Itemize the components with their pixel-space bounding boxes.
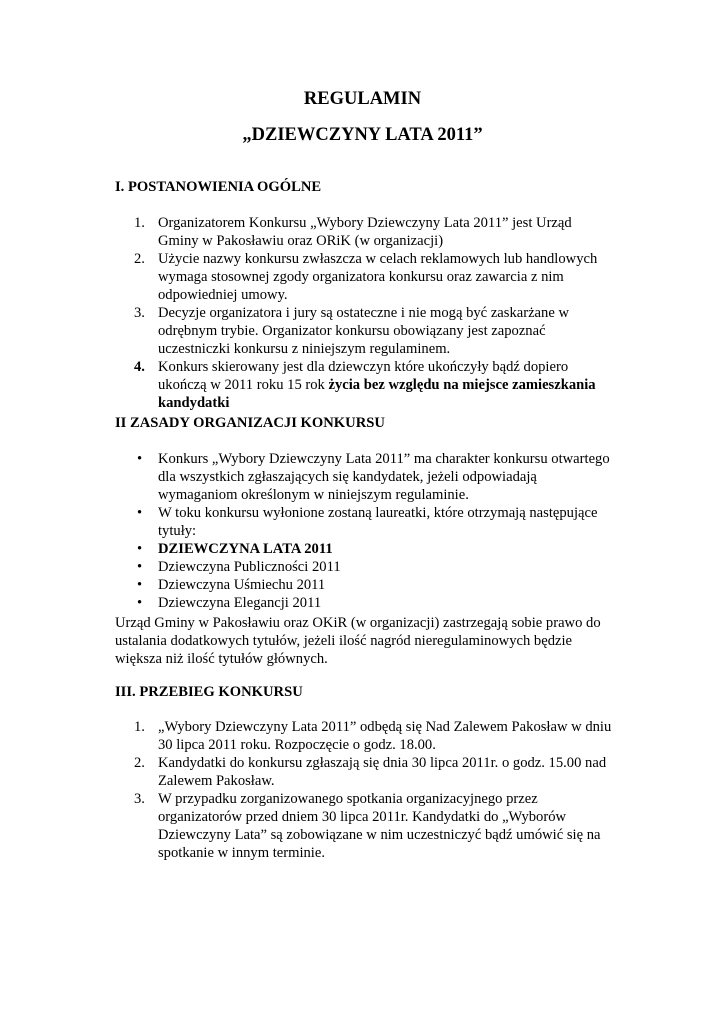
bullet-icon: • xyxy=(137,505,143,521)
section-2-heading: II ZASADY ORGANIZACJI KONKURSU xyxy=(115,415,385,431)
item-number: 3. xyxy=(134,305,145,321)
bullet-icon: • xyxy=(137,595,143,611)
list-item xyxy=(115,558,615,576)
bullet-icon: • xyxy=(137,451,143,467)
item-text: Dziewczyna Elegancji 2011 xyxy=(158,595,322,611)
item-text: Konkurs „Wybory Dziewczyny Lata 2011” ma charakter konkursu otwartego dla wszystkich zgłaszających się kandydatek, jeżeli odpowiadają wymaganiom określonym w niniejszym regulaminie. xyxy=(158,451,610,503)
item-text: Decyzje organizatora i jury są ostateczne i nie mogą być zaskarżane w odrębnym trybie. Organizator konkursu obowiązany jest zapoznać uczestniczki konkursu z niniejszym regulaminem. xyxy=(158,305,569,357)
list-item xyxy=(115,594,615,612)
item-number: 3. xyxy=(134,791,145,807)
list-item xyxy=(115,504,615,540)
list-item xyxy=(115,450,615,504)
bullet-icon: • xyxy=(137,577,143,593)
item-text: Dziewczyna Uśmiechu 2011 xyxy=(158,577,326,593)
list-item xyxy=(115,250,615,304)
item-text: Dziewczyna Publiczności 2011 xyxy=(158,559,341,575)
item-text: Użycie nazwy konkursu zwłaszcza w celach reklamowych lub handlowych wymaga stosownej zgody organizatora konkursu oraz zawarcia z nim odpowiedniej umowy. xyxy=(158,251,598,303)
item-number: 2. xyxy=(134,755,145,771)
item-number: 4. xyxy=(134,359,145,375)
section-1-list xyxy=(115,214,615,412)
item-text: „Wybory Dziewczyny Lata 2011” odbędą się Nad Zalewem Pakosław w dniu 30 lipca 2011 roku. Rozpoczęcie o godz. 18.00. xyxy=(158,719,612,753)
item-number: 1. xyxy=(134,215,145,231)
bullet-icon: • xyxy=(137,541,143,557)
list-item xyxy=(115,790,615,862)
item-number: 1. xyxy=(134,719,145,735)
item-text: W toku konkursu wyłonione zostaną laureatki, które otrzymają następujące tytuły: xyxy=(158,505,598,539)
bullet-icon: • xyxy=(137,559,143,575)
document-title: REGULAMIN xyxy=(303,89,422,109)
list-item xyxy=(115,754,615,790)
item-text: DZIEWCZYNA LATA 2011 xyxy=(158,541,333,557)
list-item xyxy=(115,304,615,358)
list-item xyxy=(115,358,615,412)
item-text-bold: życia bez względu na miejsce zamieszkania kandydatki xyxy=(158,377,596,411)
item-number: 2. xyxy=(134,251,145,267)
item-text: Organizatorem Konkursu „Wybory Dziewczyny Lata 2011” jest Urząd Gminy w Pakosławiu oraz ORiK (w organizacji) xyxy=(158,215,572,249)
list-item xyxy=(115,214,615,250)
section-3-list xyxy=(115,718,615,862)
list-item xyxy=(115,718,615,754)
section-3-heading: III. PRZEBIEG KONKURSU xyxy=(115,684,303,700)
item-text: Kandydatki do konkursu zgłaszają się dnia 30 lipca 2011r. o godz. 15.00 nad Zalewem Pakosław. xyxy=(158,755,607,789)
list-item xyxy=(115,540,615,558)
section-2-paragraph: Urząd Gminy w Pakosławiu oraz OKiR (w organizacji) zastrzegają sobie prawo do ustalania dodatkowych tytułów, jeżeli ilość nagród nieregulaminowych będzie większa niż ilość tytułów głównych. xyxy=(115,615,601,667)
item-text: W przypadku zorganizowanego spotkania organizacyjnego przez organizatorów przed dniem 30 lipca 2011r. Kandydatki do „Wyborów Dziewczyny Lata” są zobowiązane w nim uczestniczyć bądź umówić się na spotkanie w innym terminie. xyxy=(158,791,601,861)
document-subtitle: „DZIEWCZYNY LATA 2011” xyxy=(242,125,483,145)
section-1-heading: I. POSTANOWIENIA OGÓLNE xyxy=(115,179,322,195)
list-item xyxy=(115,576,615,594)
section-2-list xyxy=(115,450,615,612)
item-text: Konkurs skierowany jest dla dziewczyn które ukończyły bądź dopiero ukończą w 2011 roku 15 rok xyxy=(158,359,569,393)
